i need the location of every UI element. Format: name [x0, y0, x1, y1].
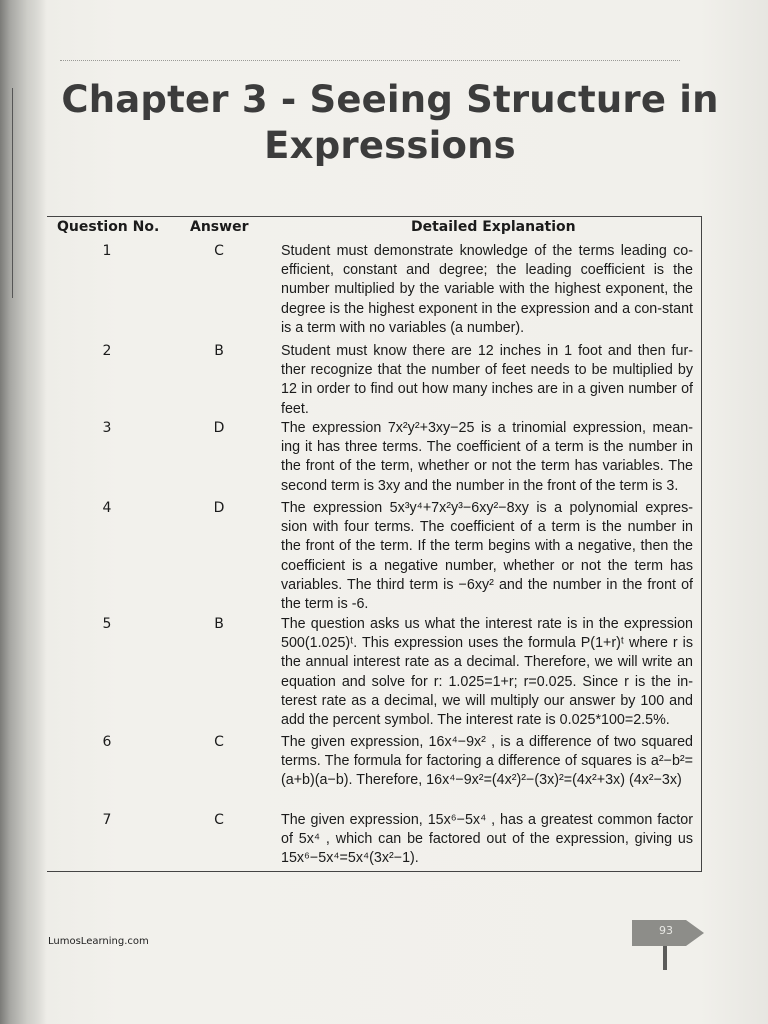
header-rule — [60, 60, 680, 61]
chapter-title-line-1: Chapter 3 - Seeing Structure in — [61, 78, 719, 121]
column-header-question: Question No. — [57, 219, 160, 235]
row-3-answer: D — [213, 420, 225, 436]
row-5-explanation: The question asks us what the interest rate is in the expression 500(1.025)ᵗ. This expression uses the formula P(1+r)ᵗ where r is the annual interest rate as a decimal. Therefore, we will write an equation and solve for r: 1.025=1+r; r=0.025. Since r is the in-terest rate as a decimal, we will multiply our answer by 100 and add the percent symbol. The interest rate is 0.025*100=2.5%. — [281, 616, 693, 729]
row-2-answer: B — [214, 343, 224, 359]
row-4-explanation: The expression 5x³y⁴+7x²y³−6xy²−8xy is a polynomial expres-sion with four terms. The coefficient of a term is the number in the front of the term. If the term begins with a negative, then the coefficient is a negative number, whether or not the term has variables. The third term is −6xy² and the number in the front of the term is -6. — [281, 500, 693, 613]
row-4-answer: D — [213, 500, 225, 516]
row-7-answer: C — [214, 812, 224, 828]
row-4-question: 4 — [102, 500, 112, 516]
signpost-pole — [663, 946, 667, 970]
chapter-title-line-2: Expressions — [264, 124, 516, 167]
row-7-question: 7 — [102, 812, 112, 828]
row-2-question: 2 — [102, 343, 112, 359]
row-6-explanation: The given expression, 16x⁴−9x² , is a difference of two squared terms. The formula for factoring a difference of squares is a²−b²=(a+b)(a−b). Therefore, 16x⁴−9x²=(4x²)²−(3x)²=(4x²+3x) (4x²−3x) — [281, 734, 693, 789]
row-2-explanation: Student must know there are 12 inches in 1 foot and then fur-ther recognize that the number of feet needs to be multiplied by 12 in order to find out how many inches are in a given number of feet. — [281, 343, 693, 417]
row-6-question: 6 — [102, 734, 112, 750]
page-number: 93 — [659, 924, 673, 937]
margin-bracket — [0, 88, 13, 298]
row-3-explanation: The expression 7x²y²+3xy−25 is a trinomial expression, mean-ing it has three terms. The coefficient of a term is the number in the front of the term, whether or not the term has variables. The second term is 3xy and the number in the front of the term is 3. — [281, 420, 693, 494]
row-5-question: 5 — [102, 616, 112, 632]
row-6-answer: C — [214, 734, 224, 750]
row-1-answer: C — [214, 243, 224, 259]
row-1-explanation: Student must demonstrate knowledge of the terms leading co-efficient, constant and degree; the leading coefficient is the number multiplied by the variable with the highest exponent, the degree is the highest exponent in the expression and a con-stant is a term with no variables (a number). — [281, 243, 693, 336]
row-1-question: 1 — [102, 243, 112, 259]
row-7-explanation: The given expression, 15x⁶−5x⁴ , has a greatest common factor of 5x⁴ , which can be factored out of the expression, giving us 15x⁶−5x⁴=5x⁴(3x²−1). — [281, 812, 693, 867]
column-header-explanation: Detailed Explanation — [411, 219, 576, 235]
row-3-question: 3 — [102, 420, 112, 436]
footer-site: LumosLearning.com — [48, 936, 149, 947]
row-5-answer: B — [214, 616, 224, 632]
column-header-answer: Answer — [190, 219, 249, 235]
